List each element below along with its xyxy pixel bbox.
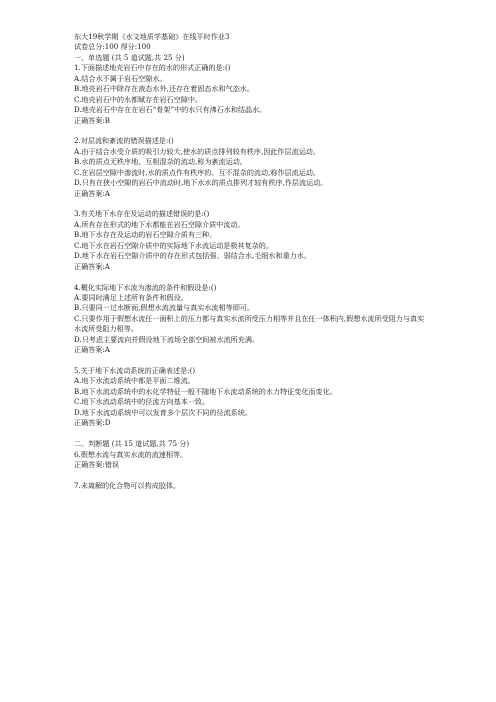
- question-option: D.只有在狭小空隙的岩石中流动时,地下水水的质点排列才较有秩序,作层流运动。: [74, 178, 328, 188]
- correct-answer: 正确答案:A: [74, 188, 110, 198]
- spacer: [74, 126, 430, 136]
- question-option: C.在岩层空隙中渗流时,水的质点作有秩序的、互不混杂的流动,称作层流运动。: [74, 167, 321, 177]
- question-stem: 3.有关地下水存在及运动的描述错误的是:(): [74, 209, 210, 219]
- question-4: [74, 283, 430, 356]
- question-6: [74, 450, 430, 471]
- question-5: [74, 366, 430, 429]
- spacer: [74, 272, 430, 282]
- question-stem: 6.假想水流与真实水流的流速相等。: [74, 449, 188, 459]
- question-option: A.由于结合水受介质的吸引力较大,使水的质点排列较有秩序,因此作层流运动。: [74, 146, 320, 156]
- question-option: B.地壳岩石中除存在液态水外,还存在着固态水和气态水。: [74, 84, 254, 94]
- question-stem: 4.概化实际地下水流为渗流的条件和假设是:(): [74, 282, 217, 292]
- question-stem: 5.关于地下水流动系统的正确表述是:(): [74, 366, 196, 376]
- question-option: A.地下水流动系统中都是平面二维流。: [74, 376, 195, 386]
- question-option: C.地壳岩石中的水都赋存在岩石空隙中。: [74, 94, 203, 104]
- question-option: B.只要同一过水断面,假想水流流量与真实水流相等即可。: [74, 303, 254, 313]
- question-option: D.地下水流动系统中可以发育多个层次不同的径流系统。: [74, 407, 252, 417]
- spacer: [74, 429, 430, 439]
- question-3: [74, 209, 430, 272]
- spacer: [74, 470, 430, 480]
- correct-answer: 正确答案:B: [74, 115, 110, 125]
- correct-answer: 正确答案:A: [74, 345, 110, 355]
- question-option: C.地下水流动系统中的径流方向基本一致。: [74, 397, 210, 407]
- question-option: B.地下水流动系统中的水化学特征一般不随地下水流动系统的水力特征变化而变化。: [74, 386, 337, 396]
- question-1: [74, 63, 430, 126]
- question-7: [74, 481, 430, 491]
- question-option: A.结合水不属于岩石空隙水。: [74, 73, 167, 83]
- section-heading-single-choice: 一、单选题 (共 5 道试题,共 25 分): [74, 52, 185, 62]
- question-option: A.所有存在形式的地下水都能在岩石空隙介质中流动。: [74, 219, 245, 229]
- spacer: [74, 356, 430, 366]
- question-option: C.只要作用于假想水流任一面积上的压力都与真实水流所受压力相等并且在任一体积内,假想水流所受阻力与真实水流所受阻力相等。: [74, 313, 425, 334]
- question-2: [74, 136, 430, 199]
- question-option: B.水的质点无秩序地、互相混杂的流动,称为紊流运动。: [74, 157, 247, 167]
- correct-answer: 正确答案:错误: [74, 459, 119, 469]
- correct-answer: 正确答案:A: [74, 261, 110, 271]
- question-option: D.只考虑主要流向并假设地下流场全部空间被水流所充满。: [74, 334, 260, 344]
- spacer: [74, 199, 430, 209]
- question-option: A.要同时满足上述所有条件和假设。: [74, 292, 188, 302]
- question-option: D.地下水在岩石空隙介质中的存在形式包括强、弱结合水,毛细水和重力水。: [74, 251, 311, 261]
- document-page: [74, 32, 430, 491]
- question-stem: 1.下面描述地壳岩石中存在的水的形式正确的是:(): [74, 63, 231, 73]
- correct-answer: 正确答案:D: [74, 418, 111, 428]
- question-stem: 2.对层流和紊流的错误描述是:(): [74, 136, 174, 146]
- question-stem: 7.未离解的化合物可以构成胶体。: [74, 480, 181, 490]
- score-line: 试卷总分:100 得分:100: [74, 42, 151, 52]
- question-option: C.地下水在岩石空隙介质中的实际地下水流运动是极其复杂的。: [74, 240, 273, 250]
- question-option: D.地壳岩石中存在在岩石“骨架”中的水只有沸石水和结晶水。: [74, 105, 267, 115]
- section-heading-true-false: 二、判断题 (共 15 道试题,共 75 分): [74, 439, 190, 449]
- document-title: 东大19秋学期《水文地质学基础》在线平时作业3: [74, 32, 230, 41]
- question-option: B.地下水存在及运动的岩石空隙介质有三种。: [74, 230, 217, 240]
